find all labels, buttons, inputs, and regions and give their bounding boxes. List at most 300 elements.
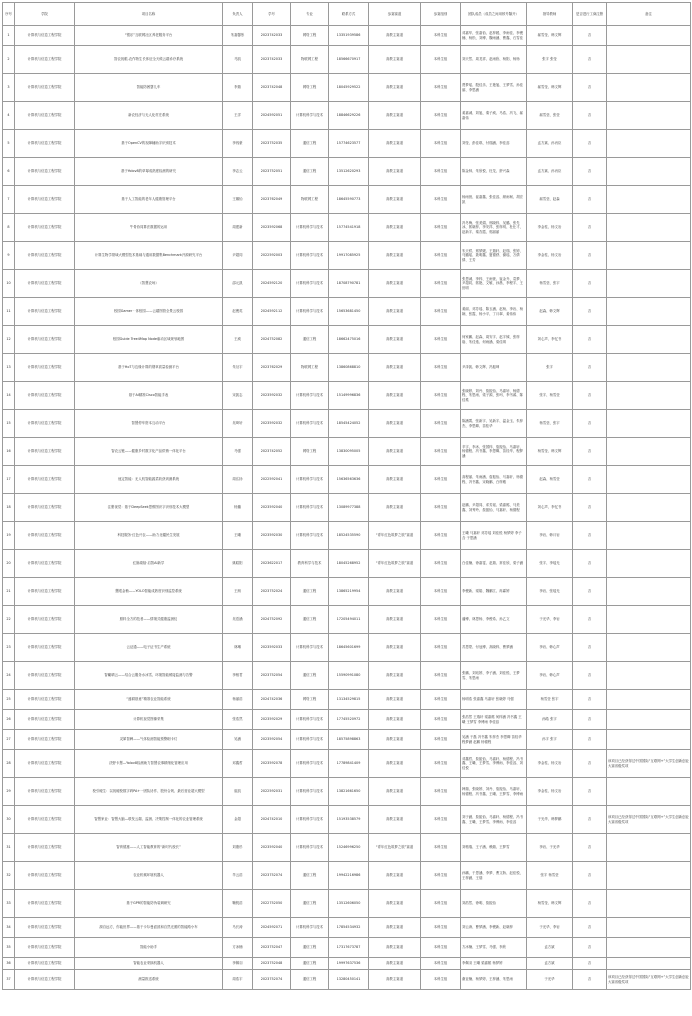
cell-leader: 毕云浩 xyxy=(223,862,253,890)
cell-group: 本科生组 xyxy=(421,242,461,270)
cell-major: 计算机科学与技术 xyxy=(291,214,329,242)
cell-project-name: 他定智能：无人机智能蔬菜收获到测系统 xyxy=(75,466,223,494)
table-row xyxy=(3,606,691,634)
cell-advisor: 李金柱、杨文岩 xyxy=(527,750,573,778)
cell-leader: 邵元凯 xyxy=(223,270,253,298)
cell-remarks xyxy=(607,710,691,730)
cell-serial: 7 xyxy=(3,186,15,214)
cell-group: 本科生组 xyxy=(421,410,461,438)
table-row xyxy=(3,130,691,158)
cell-advisor: 杨雪莹、张宇 xyxy=(527,270,573,298)
cell-student-id: 2023592078 xyxy=(253,750,291,778)
cell-team-members: 方冰楠、王梦雪、马强、李欣 xyxy=(461,938,527,958)
cell-advisor: 于光华、李岩 xyxy=(527,918,573,938)
cell-advisor: 张宇 张莹 xyxy=(527,46,573,74)
table-row xyxy=(3,354,691,382)
cell-track: 高教主赛道 xyxy=(369,326,421,354)
column-header-business-registration: 是否进行工商注册 xyxy=(573,3,607,26)
cell-business-registration: 否 xyxy=(573,270,607,298)
cell-college: 计算机与信息工程学院 xyxy=(15,778,75,806)
cell-major: 网络工程 xyxy=(291,26,329,46)
cell-contact: 15774541918 xyxy=(329,214,369,242)
cell-business-registration: 否 xyxy=(573,834,607,862)
cell-college: 计算机与信息工程学院 xyxy=(15,26,75,46)
cell-team-members: 刘浩然、徐明、詹振怡 xyxy=(461,890,527,918)
cell-track: 高教主赛道 xyxy=(369,606,421,634)
cell-project-name: 智能农业采摘机器人 xyxy=(75,958,223,970)
cell-group: 本科生组 xyxy=(421,382,461,410)
cell-leader: 金超 xyxy=(223,806,253,834)
cell-business-registration: 否 xyxy=(573,806,607,834)
cell-contact: 18566670917 xyxy=(329,46,369,74)
table-row xyxy=(3,578,691,606)
cell-track: 高教主赛道 xyxy=(369,158,421,186)
cell-contact: 13512606050 xyxy=(329,890,369,918)
cell-team-members: 李佩羽 王曦 梁嘉懿 杨梦婷 xyxy=(461,958,527,970)
cell-remarks xyxy=(607,918,691,938)
cell-college: 计算机与信息工程学院 xyxy=(15,298,75,326)
cell-college: 计算机与信息工程学院 xyxy=(15,214,75,242)
cell-college: 计算机与信息工程学院 xyxy=(15,382,75,410)
cell-serial: 29 xyxy=(3,778,15,806)
cell-college: 计算机与信息工程学院 xyxy=(15,438,75,466)
cell-student-id: 2023752024 xyxy=(253,578,291,606)
cell-remarks xyxy=(607,298,691,326)
cell-team-members: 邓嘉华、张嘉怡、赵梓媛、李雨佳、李俊楠、杨松、刘博、魏雨涵、曹鑫、石雪佳 xyxy=(461,26,527,46)
cell-business-registration: 否 xyxy=(573,662,607,690)
cell-leader: 张浩然 xyxy=(223,710,253,730)
cell-team-members: 张思诚、李梓、王雨萱、崔金升、袁梦、尹超同、郭艳、文敏、孙晨、李程宇、王世明 xyxy=(461,270,527,298)
cell-group: 本科生组 xyxy=(421,46,461,74)
cell-college: 计算机与信息工程学院 xyxy=(15,750,75,778)
cell-group: 本科生组 xyxy=(421,970,461,990)
cell-college: 计算机与信息工程学院 xyxy=(15,938,75,958)
cell-college: 计算机与信息工程学院 xyxy=(15,918,75,938)
table-header xyxy=(3,3,691,26)
cell-group: 本科生组 xyxy=(421,522,461,550)
cell-remarks xyxy=(607,46,691,74)
cell-advisor: 孟方斌、孙丙臣 xyxy=(527,130,573,158)
cell-major: 计算机科学与技术 xyxy=(291,750,329,778)
cell-team-members: 刘莹、彭佳琪、付瑞涵、李佳蕊 xyxy=(461,130,527,158)
cell-major: 计算机科学与技术 xyxy=(291,102,329,130)
cell-student-id: 2023752074 xyxy=(253,970,291,990)
cell-project-name: 照料全方的技者——情境式健康监测仪 xyxy=(75,606,223,634)
cell-track: 高教主赛道 xyxy=(369,270,421,298)
cell-student-id: 2023592032 xyxy=(253,410,291,438)
cell-college: 计算机与信息工程学院 xyxy=(15,466,75,494)
cell-track: 高教主赛道 xyxy=(369,958,421,970)
cell-business-registration: 否 xyxy=(573,130,607,158)
cell-college: 计算机与信息工程学院 xyxy=(15,806,75,834)
cell-team-members: 陈金帅、朱欣悦、杜龙、舒兴森 xyxy=(461,158,527,186)
cell-track: 高教主赛道 xyxy=(369,778,421,806)
cell-project-name: 基于OpenCV的视障辅助字识别技术 xyxy=(75,130,223,158)
cell-remarks xyxy=(607,354,691,382)
cell-student-id: 2022592003 xyxy=(253,242,291,270)
cell-track: 高教主赛道 xyxy=(369,438,421,466)
cell-track: 高教主赛道 xyxy=(369,26,421,46)
cell-project-name: 智能防困婴儿车 xyxy=(75,74,223,102)
cell-major: 计算机科学与技术 xyxy=(291,730,329,750)
cell-project-name: 红脉赓续·启智AI新学 xyxy=(75,550,223,578)
cell-project-name: 智农视眼-农作物生长体征全天候云端诊疗系统 xyxy=(75,46,223,74)
cell-serial: 30 xyxy=(3,806,15,834)
table-row xyxy=(3,74,691,102)
cell-student-id: 2023592068 xyxy=(253,214,291,242)
cell-remarks xyxy=(607,438,691,466)
cell-remarks xyxy=(607,958,691,970)
cell-track: 高教主赛道 xyxy=(369,382,421,410)
cell-leader: 鞠锐浩 xyxy=(223,890,253,918)
cell-team-members: 张晓婷、刘丹、詹振怡、马嘉轩、杨德程、朱思雨、梁子源、张珂、李书睿、陈佳柔 xyxy=(461,382,527,410)
table-row xyxy=(3,158,691,186)
cell-remarks xyxy=(607,778,691,806)
cell-major: 通信工程 xyxy=(291,862,329,890)
cell-track: 高教主赛道 xyxy=(369,634,421,662)
cell-group: 本科生组 xyxy=(421,26,461,46)
cell-contact: 15774623577 xyxy=(329,130,369,158)
cell-advisor: 郝雪莹、韩文辉 xyxy=(527,26,573,46)
cell-major: 教育科学与技术 xyxy=(291,550,329,578)
cell-project-name: 沃野卡慧—Yolov8检测助力智慧农事精细化管理应用 xyxy=(75,750,223,778)
cell-student-id: 2023592030 xyxy=(253,522,291,550)
column-header-leader: 负责人 xyxy=(223,3,253,26)
cell-team-members: 姜嘉诚、刘旭、秦子威、马浩、冯飞、郝嘉伟 xyxy=(461,102,527,130)
cell-advisor: 于光华、李岩 xyxy=(527,606,573,634)
cell-serial: 4 xyxy=(3,102,15,130)
cell-remarks xyxy=(607,186,691,214)
cell-business-registration: 否 xyxy=(573,186,607,214)
cell-contact: 17854534932 xyxy=(329,918,369,938)
table-row xyxy=(3,730,691,750)
cell-track: 高教主赛道 xyxy=(369,186,421,214)
cell-advisor: 赵森、韩文辉 xyxy=(527,298,573,326)
cell-project-name: 计算生物学领域大模型技术基础与通用数据集Benchmark开源研究平台 xyxy=(75,242,223,270)
cell-college: 计算机与信息工程学院 xyxy=(15,270,75,298)
cell-group: 本科生组 xyxy=(421,578,461,606)
cell-advisor: 赵森、杨雪莹 xyxy=(527,466,573,494)
cell-serial: 31 xyxy=(3,834,15,862)
cell-track: 高教主赛道 xyxy=(369,466,421,494)
cell-remarks xyxy=(607,382,691,410)
cell-student-id: 2023742033 xyxy=(253,26,291,46)
cell-advisor: 于光华 xyxy=(527,970,573,990)
cell-team-members: 辛宇、李冰、张国梓、詹振怡、马嘉轩、杨德程、冯书鑫、李思卿、苗桂华、程梦涵 xyxy=(461,438,527,466)
cell-team-members: 姜丽、邓芳瑶、陈玉涵、赵杨、李岩、杨婉、张霞、杨小平、丁月翠、姜伟伟 xyxy=(461,298,527,326)
cell-remarks xyxy=(607,578,691,606)
cell-project-name: 智能小助手 xyxy=(75,938,223,958)
cell-serial: 26 xyxy=(3,710,15,730)
cell-group: 本科生组 xyxy=(421,438,461,466)
cell-team-members: 谢亚楠、杨梦婷、王梓涵、朱思雨 xyxy=(461,970,527,990)
column-header-track: 参赛赛道 xyxy=(369,3,421,26)
cell-track: 高教主赛道 xyxy=(369,862,421,890)
cell-college: 计算机与信息工程学院 xyxy=(15,494,75,522)
cell-advisor: 李岩、韩心声 xyxy=(527,662,573,690)
cell-remarks xyxy=(607,130,691,158)
cell-major: 网络工程 xyxy=(291,74,329,102)
cell-contact: 15149996836 xyxy=(329,382,369,410)
cell-business-registration: 否 xyxy=(573,918,607,938)
cell-leader: 李志云 xyxy=(223,158,253,186)
cell-college: 计算机与信息工程学院 xyxy=(15,158,75,186)
cell-serial: 15 xyxy=(3,410,15,438)
table-row xyxy=(3,806,691,834)
cell-major: 通信工程 xyxy=(291,130,329,158)
cell-advisor: 郝雪莹、韩文辉 xyxy=(527,74,573,102)
cell-leader: 杨璐 xyxy=(223,494,253,522)
table-row xyxy=(3,494,691,522)
cell-business-registration: 否 xyxy=(573,326,607,354)
cell-major: 通信工程 xyxy=(291,578,329,606)
cell-team-members: 刘子涵、詹振怡、马嘉轩、杨德程、冯书鑫、王曦、王梦雪、李博雨、李佳蕊 xyxy=(461,806,527,834)
cell-leader: 李闯豪 xyxy=(223,130,253,158)
cell-college: 计算机与信息工程学院 xyxy=(15,958,75,970)
cell-leader: 赵俊英 xyxy=(223,298,253,326)
cell-leader: 王朗 xyxy=(223,578,253,606)
cell-team-members: 苏思蒙、付冠博、高晓梓、曹梦涵 xyxy=(461,634,527,662)
cell-team-members: 陈涵霄、张新宇、吴新宇、温金玉、朱梓杰、李思卿、苗桂华 xyxy=(461,410,527,438)
cell-contact: 18645590773 xyxy=(329,186,369,214)
cell-team-members: 李俊新、梁皓、魏鹏江、冉霖婷 xyxy=(461,578,527,606)
cell-student-id: 2023762049 xyxy=(253,186,291,214)
cell-team-members: 刘天然、周龙祥、赵雨欣、杨阳、杨杨 xyxy=(461,46,527,74)
cell-contact: 17205494011 xyxy=(329,606,369,634)
cell-serial: 9 xyxy=(3,242,15,270)
cell-remarks xyxy=(607,690,691,710)
cell-college: 计算机与信息工程学院 xyxy=(15,662,75,690)
cell-group: 本科生组 xyxy=(421,494,461,522)
cell-leader: 王洋 xyxy=(223,102,253,130)
cell-group: 本科生组 xyxy=(421,834,461,862)
cell-college: 计算机与信息工程学院 xyxy=(15,834,75,862)
cell-track: 高教主赛道 xyxy=(369,970,421,990)
cell-track: 高教主赛道 xyxy=(369,938,421,958)
cell-track: “青年红色筑梦之旅”赛道 xyxy=(369,522,421,550)
cell-remarks xyxy=(607,214,691,242)
table-row xyxy=(3,690,691,710)
cell-contact: 17789841409 xyxy=(329,750,369,778)
cell-business-registration: 否 xyxy=(573,242,607,270)
cell-advisor: 孟方斌、孙丙臣 xyxy=(527,158,573,186)
cell-contact: 18545424052 xyxy=(329,410,369,438)
cell-group: 本科生组 xyxy=(421,270,461,298)
cell-serial: 37 xyxy=(3,970,15,990)
column-header-college: 学院 xyxy=(15,3,75,26)
cell-student-id: 2023752054 xyxy=(253,662,291,690)
cell-remarks xyxy=(607,242,691,270)
cell-remarks xyxy=(607,26,691,46)
cell-contact: 15653681450 xyxy=(329,298,369,326)
cell-team-members: 邓鑫哲、詹振怡、马嘉轩、杨德程、冯书鑫、王曦、王梦雪、李博雨、李佳蕊、刘佳悦 xyxy=(461,750,527,778)
table-row xyxy=(3,634,691,662)
cell-track: 高教主赛道 xyxy=(369,74,421,102)
cell-contact: 13351939586 xyxy=(329,26,369,46)
cell-leader: 吴涵 xyxy=(223,730,253,750)
cell-serial: 28 xyxy=(3,750,15,778)
cell-contact: 18045268952 xyxy=(329,550,369,578)
cell-advisor: 李岩、于光华 xyxy=(527,834,573,862)
cell-project-name: 新农经济与无人化村庄系统 xyxy=(75,102,223,130)
cell-business-registration: 否 xyxy=(573,730,607,750)
table-row xyxy=(3,102,691,130)
table-row xyxy=(3,958,691,970)
cell-major: 计算机科学与技术 xyxy=(291,270,329,298)
cell-track: 高教主赛道 xyxy=(369,298,421,326)
cell-team-members: 杨明浩 张嘉鑫 马嘉轩 张晓婷 马强 xyxy=(461,690,527,710)
cell-leader: 崔凯 xyxy=(223,778,253,806)
cell-student-id: 2022592041 xyxy=(253,466,291,494)
cell-business-registration: 否 xyxy=(573,890,607,918)
cell-business-registration: 否 xyxy=(573,862,607,890)
cell-contact: 18708790781 xyxy=(329,270,369,298)
cell-serial: 25 xyxy=(3,690,15,710)
cell-remarks xyxy=(607,326,691,354)
cell-advisor: 孟方斌 xyxy=(527,958,573,970)
cell-leader: 吴琦轩 xyxy=(223,410,253,438)
cell-business-registration: 否 xyxy=(573,74,607,102)
cell-major: 计算机科学与技术 xyxy=(291,410,329,438)
cell-team-members: 何家鹏、赵森、周安宇、赵宇铖、张梓晗、朱佳逸、何雨涵、梁佳琪 xyxy=(461,326,527,354)
cell-group: 本科生组 xyxy=(421,634,461,662)
cell-student-id: 2023592040 xyxy=(253,494,291,522)
cell-serial: 18 xyxy=(3,494,15,522)
table-row xyxy=(3,862,691,890)
cell-college: 计算机与信息工程学院 xyxy=(15,326,75,354)
cell-team-members: 孙鹏、于思涵、李梦、曹文娇、赵佳悦、王梓涵、王瑞 xyxy=(461,862,527,890)
cell-major: 物联网工程 xyxy=(291,354,329,382)
cell-team-members: 张浩然 王瑞轩 梁嘉懿 何梓涵 冯书鑫 王曦 王梦雪 李博雨 李佳蕊 xyxy=(461,710,527,730)
cell-remarks xyxy=(607,410,691,438)
cell-college: 计算机与信息工程学院 xyxy=(15,710,75,730)
cell-student-id: 2024592112 xyxy=(253,298,291,326)
cell-leader: 林琳 xyxy=(223,634,253,662)
cell-leader: 马凯 xyxy=(223,46,253,74)
cell-college: 计算机与信息工程学院 xyxy=(15,606,75,634)
cell-group: 本科生组 xyxy=(421,550,461,578)
cell-contact: 18575898863 xyxy=(329,730,369,750)
cell-project-name: 牛骨协同算法数据的运用 xyxy=(75,214,223,242)
cell-group: 本科生组 xyxy=(421,102,461,130)
cell-college: 计算机与信息工程学院 xyxy=(15,354,75,382)
column-header-remarks: 备注 xyxy=(607,3,691,26)
cell-leader: 周建新 xyxy=(223,214,253,242)
cell-business-registration: 否 xyxy=(573,690,607,710)
cell-project-name: 校园Gamer · 体校园——云端图管全景云校园 xyxy=(75,298,223,326)
cell-college: 计算机与信息工程学院 xyxy=(15,730,75,750)
cell-advisor: 郝雪莹、赵森 xyxy=(527,186,573,214)
cell-advisor: 刘心声、李忆书 xyxy=(527,326,573,354)
table-row xyxy=(3,26,691,46)
cell-team-members: 杨雨萱、崔嘉鑫、张佳蕊、颜雨柯、胡宏凯 xyxy=(461,186,527,214)
cell-group: 本科生组 xyxy=(421,662,461,690)
cell-advisor: 李岩、张瑶光 xyxy=(527,578,573,606)
cell-group: 本科生组 xyxy=(421,730,461,750)
cell-contact: 18662475016 xyxy=(329,326,369,354)
cell-remarks xyxy=(607,466,691,494)
cell-contact: 13512620293 xyxy=(329,158,369,186)
cell-business-registration: 否 xyxy=(573,578,607,606)
cell-business-registration: 否 xyxy=(573,550,607,578)
cell-contact: 19917085925 xyxy=(329,242,369,270)
cell-project-name: “盛耕基意”精准农业智能系统 xyxy=(75,690,223,710)
cell-track: 高教主赛道 xyxy=(369,690,421,710)
cell-project-name: 基于AI精准Cisco智能手表 xyxy=(75,382,223,410)
cell-major: 计算机科学与技术 xyxy=(291,382,329,410)
cell-advisor: 张宇 杨雪莹 xyxy=(527,862,573,890)
cell-remarks xyxy=(607,74,691,102)
cell-project-name: 智慧家业：智慧大脑—联发云端、监测、决策控制一体化的农业管理系统 xyxy=(75,806,223,834)
cell-student-id: 2024592071 xyxy=(253,918,291,938)
cell-project-name: 智瞰晴云——结合云服务水冰雪、环境智能缓接监测与告警 xyxy=(75,662,223,690)
cell-business-registration: 否 xyxy=(573,606,607,634)
table-row xyxy=(3,410,691,438)
cell-student-id: 2024752082 xyxy=(253,326,291,354)
cell-serial: 33 xyxy=(3,890,15,918)
cell-leader: 吴语涵 xyxy=(223,606,253,634)
cell-leader: 方冰楠 xyxy=(223,938,253,958)
cell-team-members: 赵鹏、尹超同、邓芳瑶、梁嘉懿、马美鑫、刘秀玲、詹振怡、马嘉轩、杨德程 xyxy=(461,494,527,522)
cell-business-registration: 否 xyxy=(573,298,607,326)
table-row xyxy=(3,242,691,270)
cell-leader: 宋凯志 xyxy=(223,382,253,410)
cell-serial: 23 xyxy=(3,634,15,662)
cell-student-id: 2023742048 xyxy=(253,74,291,102)
cell-remarks xyxy=(607,606,691,634)
cell-serial: 3 xyxy=(3,74,15,102)
cell-student-id: 2024742036 xyxy=(253,690,291,710)
cell-major: 计算机科学与技术 xyxy=(291,834,329,862)
cell-project-name: 注册视觉：基于DeepSeek思维图识字识别技术大模型 xyxy=(75,494,223,522)
cell-college: 计算机与信息工程学院 xyxy=(15,102,75,130)
cell-remarks xyxy=(607,102,691,130)
cell-track: 高教主赛道 xyxy=(369,354,421,382)
table-row xyxy=(3,466,691,494)
cell-leader: 李相君 xyxy=(223,662,253,690)
table-row xyxy=(3,710,691,730)
cell-college: 计算机与信息工程学院 xyxy=(15,130,75,158)
cell-team-members: 吴涵 于磊 冯书鑫 朱梓杰 李思卿 苗桂华 程梦涵 赵鹏 杨德程 xyxy=(461,730,527,750)
cell-project-name: 计算机视觉图像采集 xyxy=(75,710,223,730)
cell-major: 计算机科学与技术 xyxy=(291,634,329,662)
column-header-major: 专业 xyxy=(291,3,329,26)
cell-student-id: 2023592040 xyxy=(253,834,291,862)
cell-serial: 20 xyxy=(3,550,15,578)
cell-business-registration: 否 xyxy=(573,970,607,990)
cell-track: 高教主赛道 xyxy=(369,214,421,242)
cell-group: 本科生组 xyxy=(421,130,461,158)
cell-serial: 13 xyxy=(3,354,15,382)
cell-business-registration: 否 xyxy=(573,214,607,242)
cell-leader: 马长涛 xyxy=(223,918,253,938)
cell-serial: 21 xyxy=(3,578,15,606)
cell-advisor: 于光华、韩梦鹏 xyxy=(527,806,573,834)
table-row xyxy=(3,890,691,918)
cell-track: 高教主赛道 xyxy=(369,494,421,522)
cell-business-registration: 否 xyxy=(573,494,607,522)
cell-contact: 13089977388 xyxy=(329,494,369,522)
cell-advisor: 孟方斌 xyxy=(527,938,573,958)
column-header-advisor: 指导教师 xyxy=(527,3,573,26)
cell-business-registration: 否 xyxy=(573,634,607,662)
cell-student-id: 2024752092 xyxy=(253,606,291,634)
cell-group: 本科生组 xyxy=(421,750,461,778)
cell-major: 通信工程 xyxy=(291,890,329,918)
cell-group: 本科生组 xyxy=(421,778,461,806)
cell-contact: 13821661650 xyxy=(329,778,369,806)
cell-remarks: 该项目已经获得过中国国际“互联网+”大学生创新创业大赛省级奖项 xyxy=(607,806,691,834)
